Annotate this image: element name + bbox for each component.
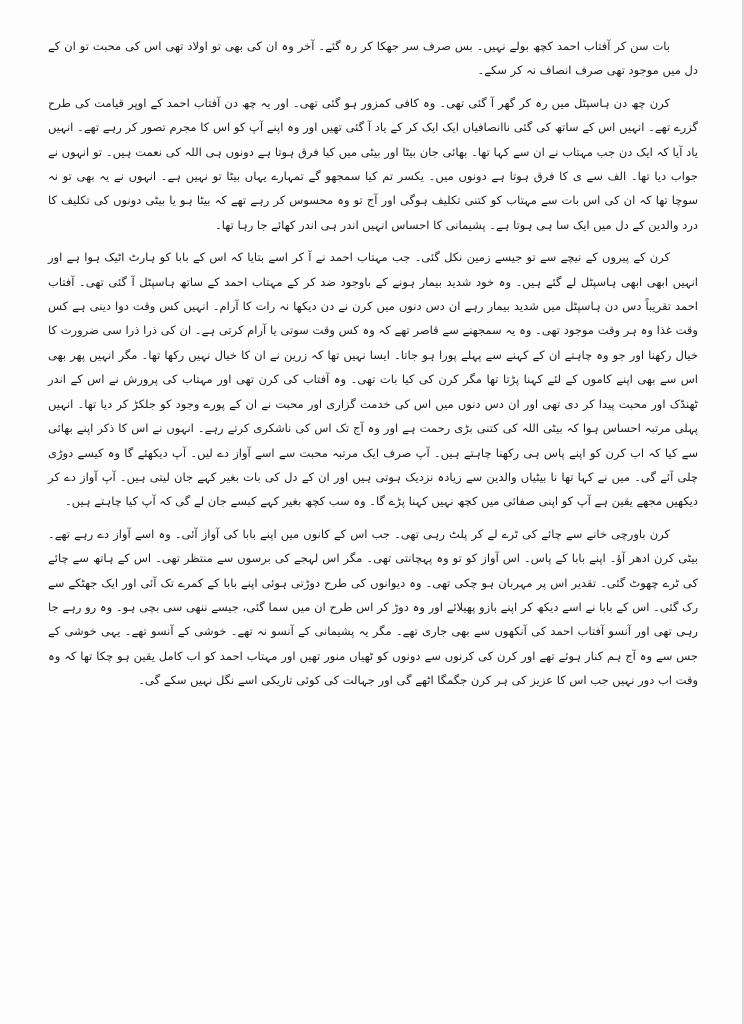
paragraph-1 <box>48 34 698 83</box>
paragraph-3 <box>48 245 698 513</box>
paragraph-text: کرن کے پیروں کے نیچے سے تو جیسے زمین نکل گئی۔ جب مہتاب احمد نے آ کر اسے بتایا کہ اس کے بابا کو ہارٹ اٹیک ہوا ہے اور انہیں ابھی ابھی ہاسپٹل لے گئے ہیں۔ وہ خود شدید بیمار ہونے کے باوجود ضد کر کے مہتاب احمد کے ساتھ ہاسپٹل آ گئی تھی۔ آفتاب احمد تقریباً دس دن ہاسپٹل میں شدید بیمار رہے ان دس دنوں میں کرن نے دن دیکھا نہ رات کا آرام۔ انہیں کس وقت دوا دینی ہے کس وقت غذا وہ ہر وقت موجود تھی۔ وہ یہ سمجھنے سے قاصر تھے کہ وہ کس وقت سوتی یا آرام کرتی ہے۔ ان کی ذرا ذرا سی ضرورت کا خیال رکھنا اور جو وہ چاہتے ان کے کہنے سے پہلے پورا ہو جاتا۔ ایسا نہیں تھا کہ زرین نے ان کا خیال نہیں رکھا تھا۔ مگر انہیں پھر بھی اس سے بھی اپنے کاموں کے لئے کہنا پڑتا تھا مگر کرن کی کیا بات تھی۔ وہ آفتاب کی کرن تھی اور مہتاب کی پرورش نے اس کے اندر ٹھنڈک اور محبت پیدا کر دی تھی اور ان دس دنوں میں اس کی خدمت گزاری اور محبت نے ان کے پورے وجود کو جلکڑ کر دیا تھا۔ انہیں پہلی مرتبہ احساس ہوا کہ بیٹی اللہ کی کتنی بڑی رحمت ہے اور وہ آج تک اس کی ناشکری کرتے رہے۔ انہوں نے اس کا ذکر اپنے بھائی سے کیا کہ اب کرن کو اپنے پاس ہی رکھنا چاہتے ہیں۔ آپ صرف ایک مرتبہ محبت سے اسے آواز دے لیں۔ آپ دیکھئے گا وہ کیسے دوڑی چلی آئے گی۔ میں نے کہا تھا نا بیٹیاں والدین سے زیادہ نزدیک ہوتی ہیں اور ان کے دل کی بات بغیر کہے جان لیتی ہیں۔ آپ آواز دے کر دیکھیں مجھے یقین ہے آپ کو اپنی صفائی میں کچھ نہیں کہنا پڑے گا۔ وہ سب کچھ بغیر کہے کیسے جان لے گی کہ آپ کیا چاہتے ہیں۔ <box>48 250 698 509</box>
paragraph-text: بات سن کر آفتاب احمد کچھ بولے نہیں۔ بس صرف سر جھکا کر رہ گئے۔ آخر وہ ان کی بھی تو اولاد تھی اس کی محبت تو ان کے دل میں موجود تھی صرف انصاف نہ کر سکے۔ <box>48 39 698 78</box>
urdu-text-body <box>48 34 698 693</box>
paragraph-4 <box>48 522 698 693</box>
paragraph-text: کرن باورچی خانے سے چائے کی ٹرے لے کر پلٹ رہی تھی۔ جب اس کے کانوں میں اپنے بابا کی آواز آئی۔ وہ اسے آواز دے رہے تھے۔ بیٹی کرن ادھر آؤ۔ اپنے بابا کے پاس۔ اس آواز کو تو وہ پہچانتی تھی۔ مگر اس لہجے کی برسوں سے منتظر تھی۔ اس کے ہاتھ سے چائے کی ٹرے چھوٹ گئی۔ تقدیر اس پر مہربان ہو چکی تھی۔ وہ دیوانوں کی طرح دوڑتی ہوئی اپنے بابا کے کمرے تک آئی اور ایک جھٹکے سے رک گئی۔ اس کے بابا نے اسے دیکھ کر اپنے بازو پھیلائے اور وہ دوڑ کر اس طرح ان میں سما گئی، جیسے ننھی سی بچی ہو۔ وہ رو رہے جا رہی تھی اور آنسو آفتاب احمد کی آنکھوں سے بھی جاری تھے۔ مگر یہ پشیمانی کے آنسو نہ تھے۔ خوشی کے آنسو تھے۔ یہی خوشی کے جس سے وہ آج ہم کنار ہوئے تھے اور کرن کی کرنوں سے دونوں کو ٹھیاں منور تھیں اور مہتاب احمد کو اب کامل یقین ہو چکا تھا کہ وہ وقت اب دور نہیں جب اس کا عزیز کی ہر کرن جگمگا اٹھے گی اور جہالت کی کوئی تاریکی اسے نگل نہیں سکے گی۔ <box>48 526 698 688</box>
paragraph-text: کرن چھ دن ہاسپٹل میں رہ کر گھر آ گئی تھی۔ وہ کافی کمزور ہو گئی تھی۔ اور یہ چھ دن آفتاب احمد کے اوپر قیامت کی طرح گزرے تھے۔ انہیں اس کے ساتھ کی گئی ناانصافیاں ایک ایک کر کے یاد آ گئی تھیں اور وہ اپنے آپ کو اس کا مجرم تصور کر رہے تھے۔ انہیں یاد آیا کہ ایک دن جب مہتاب نے ان سے کہا تھا۔ بھائی جان بیٹا اور بیٹی میں کیا فرق ہوتا ہے دونوں ہی اللہ کی نعمت ہیں۔ تو انہوں نے جواب دیا تھا۔ الف سے ی کا فرق ہوتا ہے دونوں میں۔ یکسر تم کیا سمجھو گے تمہارے یہاں بیٹا تو نہیں ہے۔ انہوں نے یہ بھی تو نہ سوچا تھا کہ ان کی اس بات سے مہتاب کو کتنی تکلیف ہوگی اور آج تو وہ محسوس کر رہے تھے کہ بیٹا ہو یا بیٹی دونوں کی تکلیف کا درد والدین کے دل میں ایک سا ہی ہوتا ہے۔ پشیمانی کا احساس انہیں اندر ہی اندر کھائے جا رہا تھا۔ <box>48 95 698 232</box>
paragraph-2 <box>48 91 698 237</box>
